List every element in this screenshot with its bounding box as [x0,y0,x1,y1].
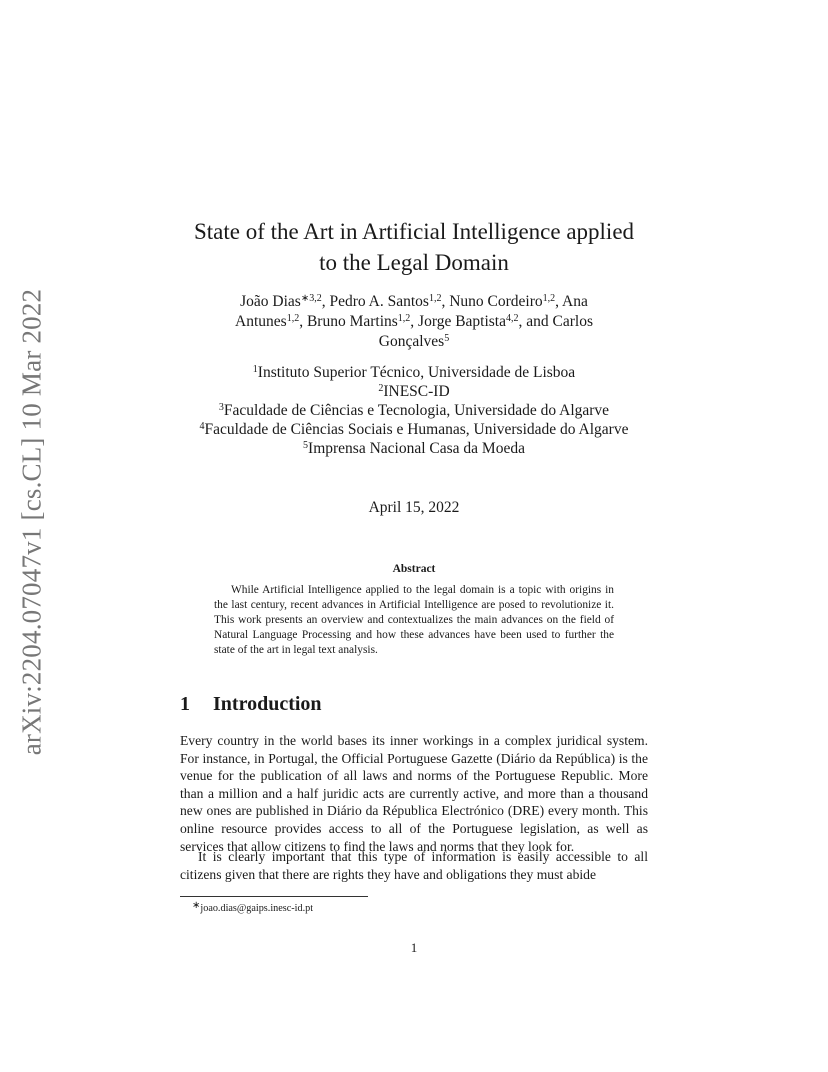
affiliation-list [180,363,648,458]
section-number: 1 [180,693,190,715]
publication-date: April 15, 2022 [368,499,460,516]
title-line-2: to the Legal Domain [319,250,509,275]
body-paragraph: It is clearly important that this type of information is easily accessible to all citizens given that there are rights they have and obligations they must abide [180,849,648,882]
title-line-1: State of the Art in Artificial Intelligence applied [193,219,635,244]
section-heading [180,693,322,716]
arxiv-identifier: arXiv:2204.07047v1 [cs.CL] 10 Mar 2022 [16,288,47,756]
footnote [180,900,314,914]
author-affiliation-mark: 1,2 [397,313,411,324]
affiliation: $^5$Imprensa Nacional Casa da Moeda [303,440,525,457]
paper-title [180,216,648,278]
author-affiliation-mark: 1,2 [428,293,442,304]
page-number: 1 [410,940,418,955]
author-list: João Dias$^{∗3,2}$, Pedro A. Santos$^{1,2}$, Nuno Cordeiro$^{1,2}$, Ana Antunes$^{1,2}$, Bruno Martins$^{1,2}$, Jorge Baptista$^{4,2}$, and Carlos Gonçalves$^5$ [235,293,593,350]
abstract-text: While Artificial Intelligence applied to the legal domain is a topic with origins in the last century, recent advances in Artificial Intelligence are posed to revolutionize it. This work presents an overview and contextualizes the main advances on the field of Natural Language Processing and how these advances have been used to further the state of the art in legal text analysis. [214,584,614,656]
author-name: Bruno Martins [306,313,398,330]
footnote-rule [180,896,368,897]
author-affiliation-mark: 1,2 [286,313,300,324]
footnote-mark: ∗ [192,900,201,911]
author-affiliation-mark: 5 [444,333,450,344]
abstract-heading: Abstract [392,563,436,575]
arxiv-sidebar [12,286,52,758]
affiliation: $^4$Faculdade de Ciências Sociais e Humanas, Universidade do Algarve [199,421,629,438]
author-name: João Dias [240,293,301,310]
affiliation: $^3$Faculdade de Ciências e Tecnologia, Universidade do Algarve [218,402,610,419]
affiliation: $^1$Instituto Superior Técnico, Universidade de Lisboa [252,364,576,381]
author-affiliation-mark: 4,2 [506,313,519,324]
section-title: Introduction [213,693,322,715]
author-name: Pedro A. Santos [329,293,429,310]
author-affiliation-mark: 1,2 [542,293,556,304]
author-name: Jorge Baptista [418,313,506,330]
affiliation: $^2$INESC-ID [378,383,450,400]
author-name: Nuno Cordeiro [449,293,543,310]
author-affiliation-mark: ∗3,2 [300,293,322,304]
body-paragraph: Every country in the world bases its inner workings in a complex juridical system. For instance, in Portugal, the Official Portuguese Gazette (Diário da República) is the venue for the publication of all laws and norms of the Portuguese Republic. More than a million and a half juridic acts are currently active, and more than a thousand new ones are published in Diário da Républica Electrónico (DRE) every month. This online resource provides access to all of the Portuguese legislation, as well as services that allow citizens to find the laws and norms that they look for. [180,733,648,854]
footnote-email: joao.dias@gaips.inesc-id.pt [200,903,314,914]
